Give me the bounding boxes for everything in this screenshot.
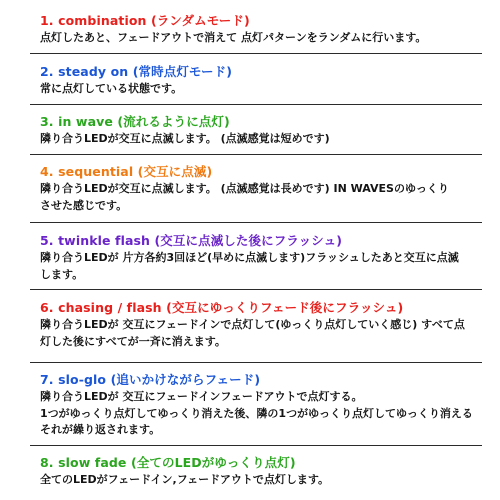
mode-2-description	[40, 81, 478, 98]
mode-6-title: 6. chasing / flash (交互にゆっくりフェード後にフラッシュ)	[40, 300, 404, 315]
mode-3-description	[40, 131, 478, 148]
mode-3	[40, 114, 478, 148]
mode-1-title: 1. combination (ランダムモード)	[40, 13, 250, 28]
mode-8-description	[40, 472, 478, 489]
mode-5-line-2: します。	[40, 267, 84, 281]
mode-5-description	[40, 250, 478, 283]
mode-1-description	[40, 30, 478, 47]
mode-7-title: 7. slo-glo (追いかけながらフェード)	[40, 372, 261, 387]
mode-2-title: 2. steady on (常時点灯モード)	[40, 64, 233, 79]
mode-2	[40, 64, 478, 98]
mode-7-line-3: それが繰り返されます。	[40, 423, 161, 436]
mode-7-line-1: 隣り合うLEDが 交互にフェードインフェードアウトで点灯する。	[40, 390, 363, 403]
mode-1-line-1: 点灯したあと、フェードアウトで消えて 点灯パターンをランダムに行います。	[40, 31, 427, 44]
mode-4-line-2: させた感じです。	[40, 198, 128, 212]
mode-4-description	[40, 181, 478, 214]
mode-3-title: 3. in wave (流れるように点灯)	[40, 114, 230, 129]
mode-7-description	[40, 389, 478, 439]
divider-4	[30, 222, 482, 223]
mode-5-title: 5. twinkle flash (交互に点滅した後にフラッシュ)	[40, 233, 343, 248]
divider-1	[30, 53, 482, 54]
mode-5-line-1: 隣り合うLEDが 片方各約3回ほど(早めに点滅します)フラッシュしたあと交互に点滅	[40, 251, 459, 264]
mode-6-line-1: 隣り合うLEDが 交互にフェードインで点灯して(ゆっくり点灯していく感じ) すべて点	[40, 318, 465, 331]
divider-2	[30, 104, 482, 105]
mode-4-line-1: 隣り合うLEDが交互に点滅します。 (点滅感覚は長めです) IN WAVESのゆっくり	[40, 182, 449, 195]
mode-4	[40, 164, 478, 214]
mode-8	[40, 455, 478, 489]
mode-8-line-1: 全てのLEDがフェードイン,フェードアウトで点灯します。	[40, 473, 329, 486]
mode-3-line-1: 隣り合うLEDが交互に点滅します。 (点滅感覚は短めです)	[40, 132, 330, 145]
divider-3	[30, 154, 482, 155]
mode-6-line-2: 灯した後にすべてが一斉に消えます。	[40, 334, 226, 348]
mode-1	[40, 13, 478, 47]
mode-7	[40, 372, 478, 439]
mode-6-description	[40, 317, 478, 350]
mode-6	[40, 300, 478, 350]
mode-5	[40, 233, 478, 283]
divider-6	[30, 362, 482, 363]
mode-8-title: 8. slow fade (全てのLEDがゆっくり点灯)	[40, 455, 296, 470]
mode-4-title: 4. sequential (交互に点滅)	[40, 164, 213, 179]
divider-5	[30, 289, 482, 290]
mode-7-line-2: 1つがゆっくり点灯してゆっくり消えた後、隣の1つがゆっくり点灯してゆっくり消える	[40, 406, 473, 420]
divider-7	[30, 445, 482, 446]
mode-2-line-1: 常に点灯している状態です。	[40, 82, 183, 95]
